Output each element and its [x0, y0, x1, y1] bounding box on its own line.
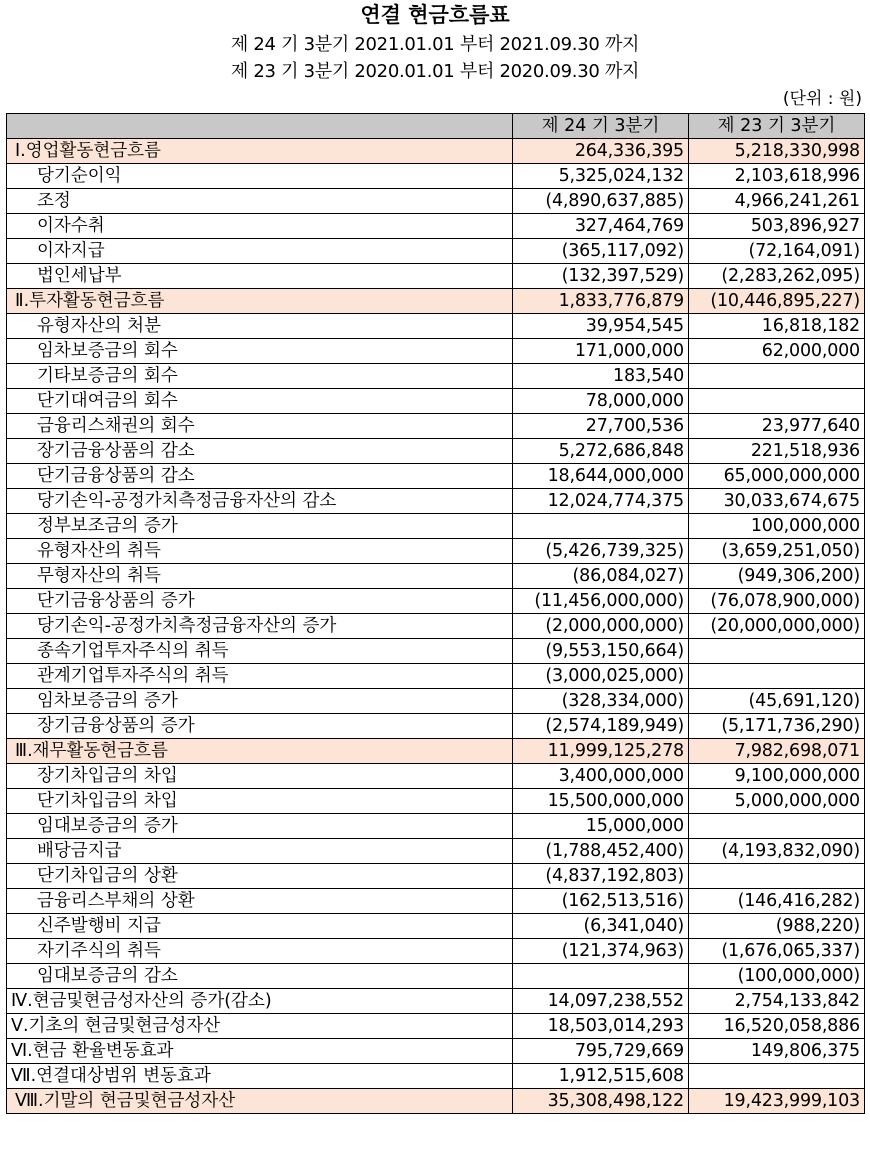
row-label: 단기차입금의 차입 — [7, 789, 513, 814]
table-row — [7, 814, 865, 839]
current-period-value: (86,084,027) — [513, 564, 689, 589]
header-prior-period: 제 23 기 3분기 — [689, 114, 865, 139]
prior-period-value: 7,982,698,071 — [689, 739, 865, 764]
current-period-value: (121,374,963) — [513, 939, 689, 964]
current-period-value: 14,097,238,552 — [513, 989, 689, 1014]
row-label: 임차보증금의 증가 — [7, 689, 513, 714]
row-label: 종속기업투자주식의 취득 — [7, 639, 513, 664]
prior-period-value: (949,306,200) — [689, 564, 865, 589]
current-period-value: 5,325,024,132 — [513, 164, 689, 189]
table-row — [7, 589, 865, 614]
row-label: 금융리스부채의 상환 — [7, 889, 513, 914]
current-period-value: 15,000,000 — [513, 814, 689, 839]
table-row — [7, 164, 865, 189]
prior-period-value: (988,220) — [689, 914, 865, 939]
row-label: 단기금융상품의 증가 — [7, 589, 513, 614]
table-row — [7, 839, 865, 864]
current-period-value: 78,000,000 — [513, 389, 689, 414]
current-period-value: 795,729,669 — [513, 1039, 689, 1064]
table-row — [7, 864, 865, 889]
table-row — [7, 439, 865, 464]
prior-period-value: 9,100,000,000 — [689, 764, 865, 789]
prior-period-value: 62,000,000 — [689, 339, 865, 364]
current-period-value: (328,334,000) — [513, 689, 689, 714]
table-row — [7, 539, 865, 564]
table-row — [7, 464, 865, 489]
prior-period-value: (146,416,282) — [689, 889, 865, 914]
prior-period-value: (4,193,832,090) — [689, 839, 865, 864]
prior-period-value: (3,659,251,050) — [689, 539, 865, 564]
current-period-value: (9,553,150,664) — [513, 639, 689, 664]
current-period-value: (6,341,040) — [513, 914, 689, 939]
table-row — [7, 289, 865, 314]
prior-period-value — [689, 639, 865, 664]
table-row — [7, 239, 865, 264]
table-row — [7, 964, 865, 989]
row-label: 이자지급 — [7, 239, 513, 264]
current-period-value: 264,336,395 — [513, 139, 689, 164]
table-row — [7, 189, 865, 214]
current-period-value: (132,397,529) — [513, 264, 689, 289]
table-row — [7, 339, 865, 364]
prior-period-value: 5,218,330,998 — [689, 139, 865, 164]
prior-period-value: 100,000,000 — [689, 514, 865, 539]
current-period-value: 15,500,000,000 — [513, 789, 689, 814]
row-label: 기타보증금의 회수 — [7, 364, 513, 389]
current-period-value: 171,000,000 — [513, 339, 689, 364]
table-row — [7, 414, 865, 439]
prior-period-value: (10,446,895,227) — [689, 289, 865, 314]
prior-period-value — [689, 389, 865, 414]
row-label: 임대보증금의 감소 — [7, 964, 513, 989]
row-label: Ⅵ.현금 환율변동효과 — [7, 1039, 513, 1064]
current-period-value: 27,700,536 — [513, 414, 689, 439]
current-period-value: 327,464,769 — [513, 214, 689, 239]
prior-period-value: 5,000,000,000 — [689, 789, 865, 814]
current-period-value: 1,833,776,879 — [513, 289, 689, 314]
header-label-col — [7, 114, 513, 139]
current-period-value: 1,912,515,608 — [513, 1064, 689, 1089]
table-row — [7, 739, 865, 764]
table-row — [7, 989, 865, 1014]
current-period-value: 183,540 — [513, 364, 689, 389]
cash-flow-table — [6, 113, 865, 1114]
prior-period-value: 149,806,375 — [689, 1039, 865, 1064]
row-label: 유형자산의 취득 — [7, 539, 513, 564]
row-label: Ⅴ.기초의 현금및현금성자산 — [7, 1014, 513, 1039]
prior-period-value: 2,103,618,996 — [689, 164, 865, 189]
period-prior: 제 23 기 3분기 2020.01.01 부터 2020.09.30 까지 — [230, 61, 640, 82]
current-period-value: 39,954,545 — [513, 314, 689, 339]
current-period-value: 11,999,125,278 — [513, 739, 689, 764]
row-label: 금융리스채권의 회수 — [7, 414, 513, 439]
current-period-value: 18,503,014,293 — [513, 1014, 689, 1039]
table-row — [7, 789, 865, 814]
row-label: 당기손익-공정가치측정금융자산의 증가 — [7, 614, 513, 639]
current-period-value: (162,513,516) — [513, 889, 689, 914]
table-row — [7, 714, 865, 739]
table-row — [7, 1039, 865, 1064]
prior-period-value — [689, 664, 865, 689]
row-label: 법인세납부 — [7, 264, 513, 289]
row-label: Ⅷ.기말의 현금및현금성자산 — [7, 1089, 513, 1114]
unit-label: (단위 : 원) — [782, 89, 862, 109]
prior-period-value: 4,966,241,261 — [689, 189, 865, 214]
table-row — [7, 764, 865, 789]
table-row — [7, 639, 865, 664]
table-row — [7, 364, 865, 389]
prior-period-value: 23,977,640 — [689, 414, 865, 439]
row-label: 정부보조금의 증가 — [7, 514, 513, 539]
prior-period-value: 16,520,058,886 — [689, 1014, 865, 1039]
prior-period-value: 221,518,936 — [689, 439, 865, 464]
row-label: 유형자산의 처분 — [7, 314, 513, 339]
row-label: 단기대여금의 회수 — [7, 389, 513, 414]
prior-period-value — [689, 814, 865, 839]
period-current: 제 24 기 3분기 2021.01.01 부터 2021.09.30 까지 — [230, 34, 640, 55]
current-period-value: (1,788,452,400) — [513, 839, 689, 864]
prior-period-value: (20,000,000,000) — [689, 614, 865, 639]
table-row — [7, 1014, 865, 1039]
row-label: 장기차입금의 차입 — [7, 764, 513, 789]
row-label: Ⅲ.재무활동현금흐름 — [7, 739, 513, 764]
prior-period-value: 503,896,927 — [689, 214, 865, 239]
prior-period-value: 30,033,674,675 — [689, 489, 865, 514]
table-body — [7, 139, 865, 1114]
prior-period-value — [689, 864, 865, 889]
current-period-value: 12,024,774,375 — [513, 489, 689, 514]
table-row — [7, 614, 865, 639]
prior-period-value — [689, 364, 865, 389]
prior-period-value — [689, 1064, 865, 1089]
row-label: 임차보증금의 회수 — [7, 339, 513, 364]
row-label: 신주발행비 지급 — [7, 914, 513, 939]
table-row — [7, 1089, 865, 1114]
table-row — [7, 564, 865, 589]
prior-period-value: (2,283,262,095) — [689, 264, 865, 289]
table-row — [7, 664, 865, 689]
table-row — [7, 939, 865, 964]
table-row — [7, 914, 865, 939]
prior-period-value: (100,000,000) — [689, 964, 865, 989]
current-period-value: (3,000,025,000) — [513, 664, 689, 689]
table-row — [7, 514, 865, 539]
current-period-value: (2,000,000,000) — [513, 614, 689, 639]
row-label: 장기금융상품의 감소 — [7, 439, 513, 464]
current-period-value: (2,574,189,949) — [513, 714, 689, 739]
table-row — [7, 264, 865, 289]
header-current-period: 제 24 기 3분기 — [513, 114, 689, 139]
row-label: Ⅱ.투자활동현금흐름 — [7, 289, 513, 314]
prior-period-value: 2,754,133,842 — [689, 989, 865, 1014]
prior-period-value: (76,078,900,000) — [689, 589, 865, 614]
current-period-value: 18,644,000,000 — [513, 464, 689, 489]
current-period-value: 35,308,498,122 — [513, 1089, 689, 1114]
row-label: Ⅳ.현금및현금성자산의 증가(감소) — [7, 989, 513, 1014]
current-period-value: 5,272,686,848 — [513, 439, 689, 464]
row-label: 당기손익-공정가치측정금융자산의 감소 — [7, 489, 513, 514]
current-period-value: 3,400,000,000 — [513, 764, 689, 789]
current-period-value: (4,837,192,803) — [513, 864, 689, 889]
statement-title: 연결 현금흐름표 — [360, 2, 510, 27]
prior-period-value: (72,164,091) — [689, 239, 865, 264]
row-label: 자기주식의 취득 — [7, 939, 513, 964]
table-row — [7, 1064, 865, 1089]
prior-period-value: 16,818,182 — [689, 314, 865, 339]
row-label: 장기금융상품의 증가 — [7, 714, 513, 739]
row-label: 당기순이익 — [7, 164, 513, 189]
current-period-value: (5,426,739,325) — [513, 539, 689, 564]
table-row — [7, 214, 865, 239]
row-label: Ⅰ.영업활동현금흐름 — [7, 139, 513, 164]
current-period-value: (365,117,092) — [513, 239, 689, 264]
current-period-value: (4,890,637,885) — [513, 189, 689, 214]
prior-period-value: (45,691,120) — [689, 689, 865, 714]
table-header-row — [7, 114, 865, 139]
current-period-value — [513, 964, 689, 989]
prior-period-value: 19,423,999,103 — [689, 1089, 865, 1114]
table-row — [7, 489, 865, 514]
row-label: 단기금융상품의 감소 — [7, 464, 513, 489]
row-label: 배당금지급 — [7, 839, 513, 864]
row-label: 무형자산의 취득 — [7, 564, 513, 589]
current-period-value — [513, 514, 689, 539]
current-period-value: (11,456,000,000) — [513, 589, 689, 614]
table-row — [7, 889, 865, 914]
row-label: 관계기업투자주식의 취득 — [7, 664, 513, 689]
prior-period-value: (5,171,736,290) — [689, 714, 865, 739]
row-label: 이자수취 — [7, 214, 513, 239]
table-row — [7, 314, 865, 339]
row-label: 임대보증금의 증가 — [7, 814, 513, 839]
table-row — [7, 139, 865, 164]
prior-period-value: (1,676,065,337) — [689, 939, 865, 964]
row-label: 조정 — [7, 189, 513, 214]
row-label: 단기차입금의 상환 — [7, 864, 513, 889]
prior-period-value: 65,000,000,000 — [689, 464, 865, 489]
table-row — [7, 389, 865, 414]
table-row — [7, 689, 865, 714]
row-label: Ⅶ.연결대상범위 변동효과 — [7, 1064, 513, 1089]
